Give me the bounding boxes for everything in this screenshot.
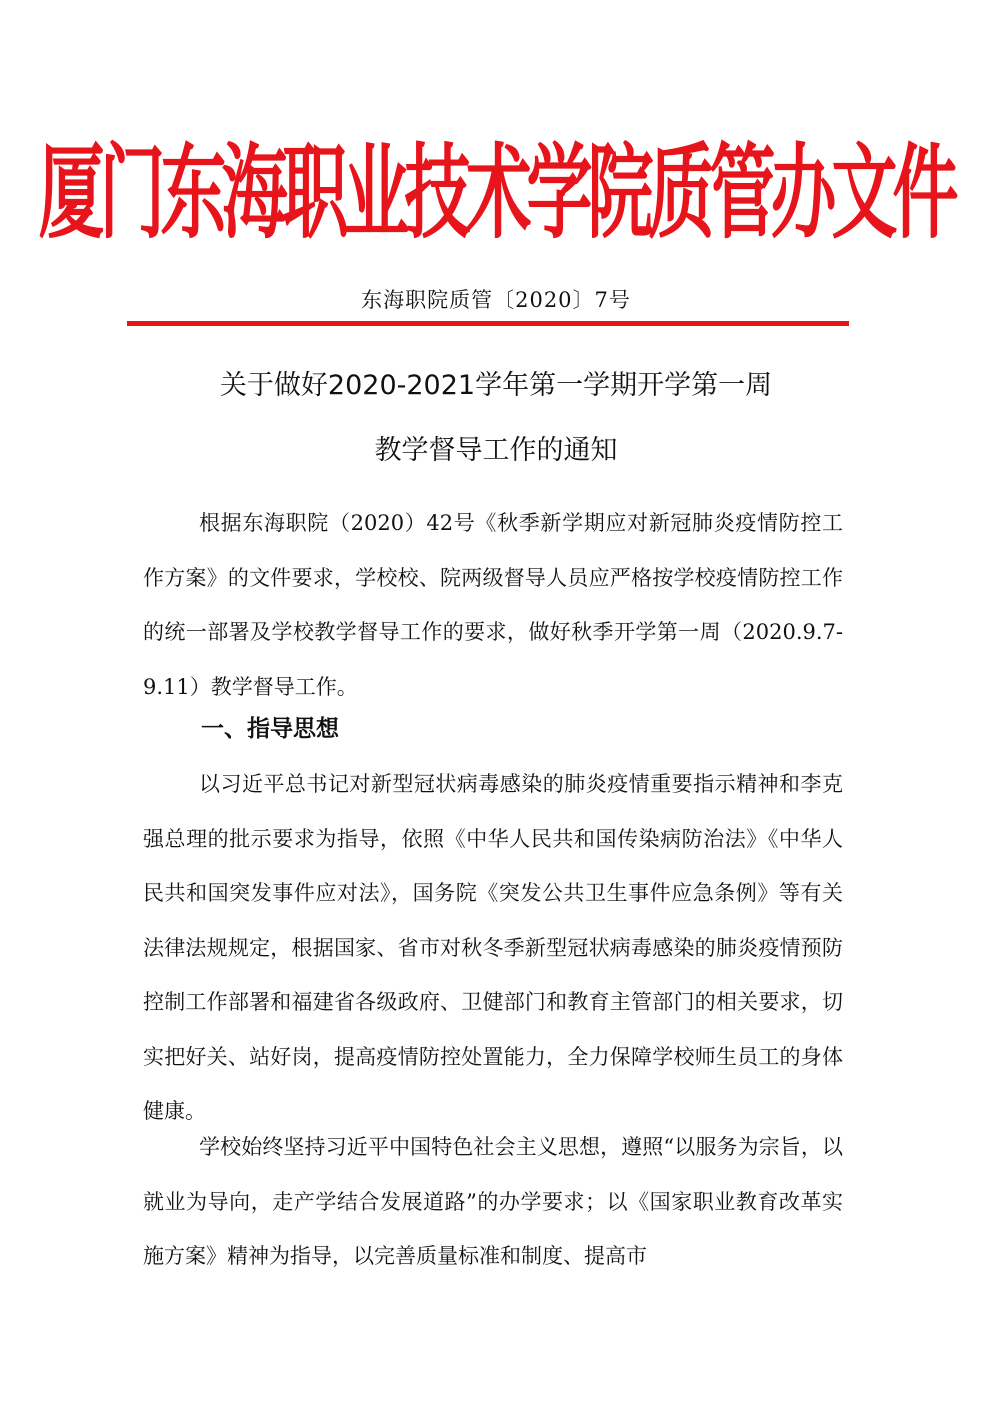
document-number: 东海职院质管〔2020〕7号: [361, 288, 631, 312]
notice-title-line-1: 关于做好2020-2021学年第一学期开学第一周: [219, 370, 773, 401]
section-1-paragraph-2: 学校始终坚持习近平中国特色社会主义思想，遵照“以服务为宗旨，以就业为导向，走产学结合发展道路”的办学要求；以《国家职业教育改革实施方案》精神为指导，以完善质量标准和制度、提高市: [143, 1135, 843, 1268]
document-header-title: 厦门东海职业技术学院质管办文件: [38, 132, 954, 252]
notice-title-line-2: 教学督导工作的通知: [374, 435, 618, 466]
section-heading-guiding-ideology: 一、指导思想: [201, 716, 339, 742]
intro-paragraph: 根据东海职院（2020）42号《秋季新学期应对新冠肺炎疫情防控工作方案》的文件要求，学校校、院两级督导人员应严格按学校疫情防控工作的统一部署及学校教学督导工作的要求，做好秋季开学第一周（2020.9.7-9.11）教学督导工作。: [143, 511, 843, 699]
red-divider-line: [127, 321, 849, 326]
section-1-paragraph-1: 以习近平总书记对新型冠状病毒感染的肺炎疫情重要指示精神和李克强总理的批示要求为指导，依照《中华人民共和国传染病防治法》《中华人民共和国突发事件应对法》，国务院《突发公共卫生事件应急条例》等有关法律法规规定，根据国家、省市对秋冬季新型冠状病毒感染的肺炎疫情预防控制工作部署和福建省各级政府、卫健部门和教育主管部门的相关要求，切实把好关、站好岗，提高疫情防控处置能力，全力保障学校师生员工的身体健康。: [143, 772, 843, 1123]
